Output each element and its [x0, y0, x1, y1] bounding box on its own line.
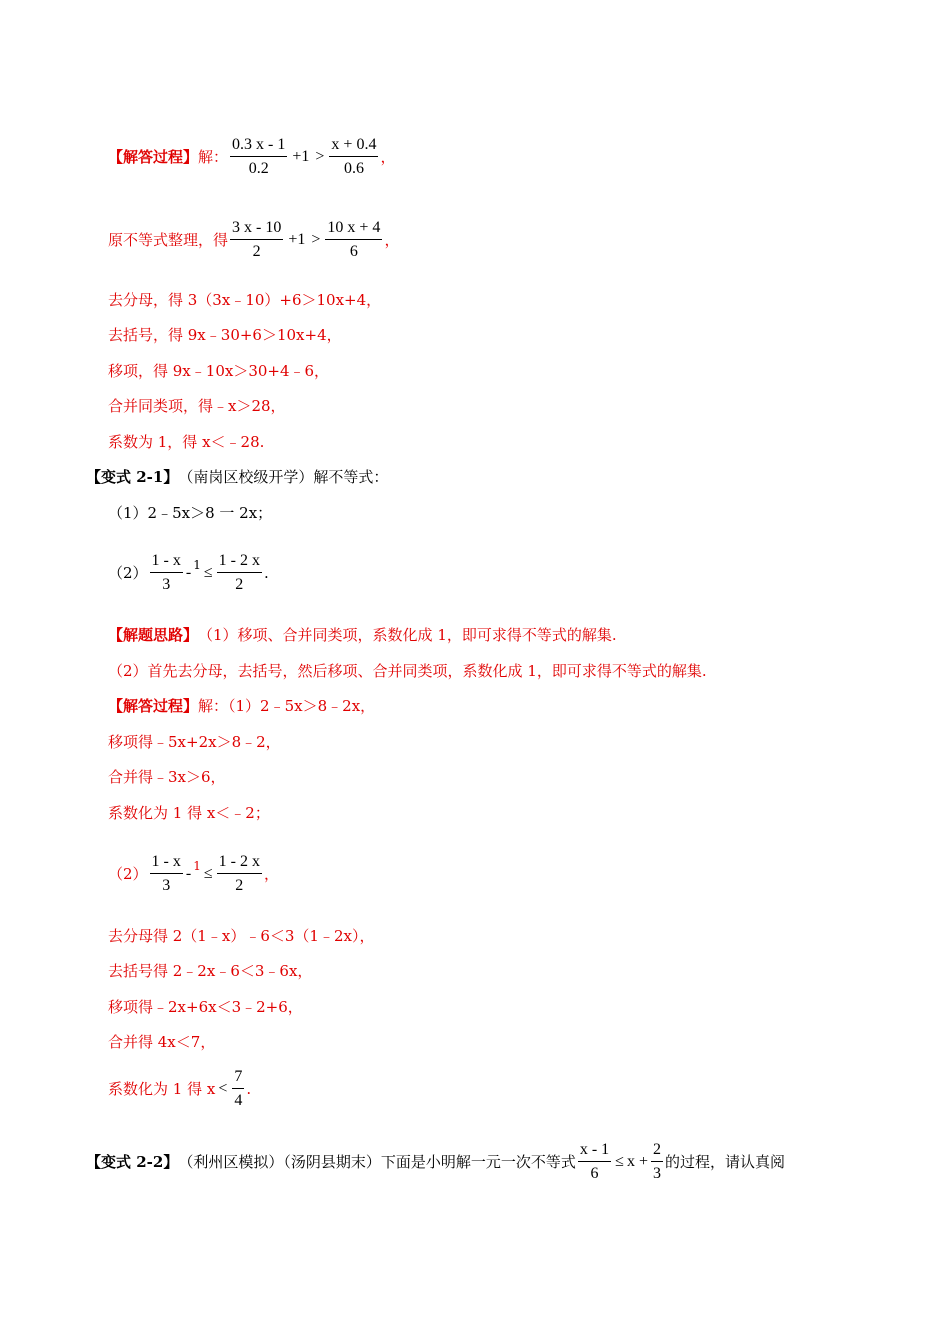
variant-text: （利州区模拟）（汤阴县期末）下面是小明解一元一次不等式 — [178, 1153, 576, 1171]
one: 1 — [193, 558, 201, 572]
fraction-a: $\frac{1 - x}{3}$ — [151, 552, 181, 593]
solution-line-2 — [108, 219, 399, 261]
variant-2-1-heading — [86, 467, 388, 487]
fraction-d: $\frac{x - 1}{6}$ — [579, 1141, 610, 1182]
thinking-line-1 — [108, 625, 617, 645]
answer-step-5: 去括号得 2﹣2x﹣6＜3﹣6x， — [108, 962, 313, 980]
answer-step-2: 合并得﹣3x＞6， — [108, 768, 226, 786]
answer-step-1: 移项得﹣5x+2x＞8﹣2， — [108, 733, 281, 751]
solution-line-7: 系数为 1，得 x＜﹣28. — [108, 433, 265, 451]
final-text: 系数化为 1 得 x — [108, 1080, 216, 1098]
fraction-c: $\frac{7}{4}$ — [234, 1068, 243, 1109]
one: 1 — [193, 859, 201, 873]
answer-step-7: 合并得 4x＜7， — [108, 1033, 216, 1051]
fraction-a: $\frac{1 - x}{3}$ — [151, 853, 181, 894]
solution-line-4: 去括号，得 9x﹣30+6＞10x+4， — [108, 326, 342, 344]
question-2-label: （2） — [108, 564, 148, 582]
thinking-tag: 【解题思路】 — [108, 626, 199, 644]
fraction-4: $\frac{10 x + 4}{6}$ — [327, 219, 381, 260]
thinking-text-1: （1）移项、合并同类项，系数化成 1，即可求得不等式的解集. — [198, 626, 617, 644]
part-2-label: （2） — [108, 865, 148, 883]
solution-line-3: 去分母，得 3（3x﹣10）+6＞10x+4， — [108, 291, 382, 309]
greater-than: > — [311, 231, 321, 248]
less-equal: ≤ — [615, 1153, 624, 1170]
answer-step-3: 系数化为 1 得 x＜﹣2； — [108, 804, 270, 822]
answer-part-2 — [108, 853, 279, 895]
period: . — [246, 1080, 252, 1098]
less-equal: ≤ — [203, 564, 213, 581]
fraction-b: $\frac{1 - 2 x}{2}$ — [218, 552, 260, 593]
plus-one: +1 — [292, 148, 310, 165]
simplify-text: 原不等式整理，得 — [108, 231, 229, 249]
fraction-1: $\frac{0.3 x - 1}{0.2}$ — [232, 136, 286, 177]
minus-sign: - — [185, 865, 192, 882]
solution-line-6: 合并同类项，得﹣x＞28， — [108, 397, 286, 415]
greater-than: > — [315, 148, 325, 165]
answer-step-4: 去分母得 2（1﹣x）﹣6＜3（1﹣2x）， — [108, 927, 375, 945]
solution-line-1 — [108, 136, 395, 178]
fraction-b: $\frac{1 - 2 x}{2}$ — [218, 853, 260, 894]
solution-line-5: 移项，得 9x﹣10x＞30+4﹣6， — [108, 362, 330, 380]
answer-process-tag: 【解答过程】 — [108, 148, 199, 166]
fraction-e: $\frac{2}{3}$ — [652, 1141, 661, 1182]
comma: ， — [380, 148, 396, 166]
answer-text-1: 解：（1）2﹣5x＞8﹣2x， — [198, 697, 376, 715]
fraction-3: $\frac{3 x - 10}{2}$ — [232, 219, 282, 260]
variant-title: （南岗区校级开学）解不等式： — [178, 468, 389, 486]
variant-2-2-heading — [86, 1141, 785, 1183]
variant-tag: 【变式 2-2】 — [86, 1153, 179, 1171]
answer-step-6: 移项得﹣2x+6x＜3﹣2+6， — [108, 998, 303, 1016]
variant-text-2: 的过程，请认真阅 — [664, 1153, 785, 1171]
less-equal: ≤ — [203, 865, 213, 882]
period: . — [263, 564, 269, 582]
x-plus: x + — [626, 1153, 648, 1170]
fraction-2: $\frac{x + 0.4}{0.6}$ — [331, 136, 377, 177]
comma: ， — [384, 231, 400, 249]
thinking-line-2: （2）首先去分母，去括号，然后移项、合并同类项，系数化成 1，即可求得不等式的解集. — [108, 662, 707, 680]
minus-sign: - — [185, 564, 192, 581]
variant-tag: 【变式 2-1】 — [86, 468, 179, 486]
answer-process-tag: 【解答过程】 — [108, 697, 199, 715]
less-than: < — [218, 1080, 228, 1097]
answer-line-1 — [108, 696, 375, 716]
question-1: （1）2﹣5x＞8 一 2x； — [108, 504, 273, 522]
plus-one: +1 — [288, 231, 306, 248]
comma: ， — [263, 865, 279, 883]
question-2 — [108, 552, 269, 594]
answer-step-8 — [108, 1068, 251, 1110]
solution-start: 解： — [198, 148, 229, 166]
